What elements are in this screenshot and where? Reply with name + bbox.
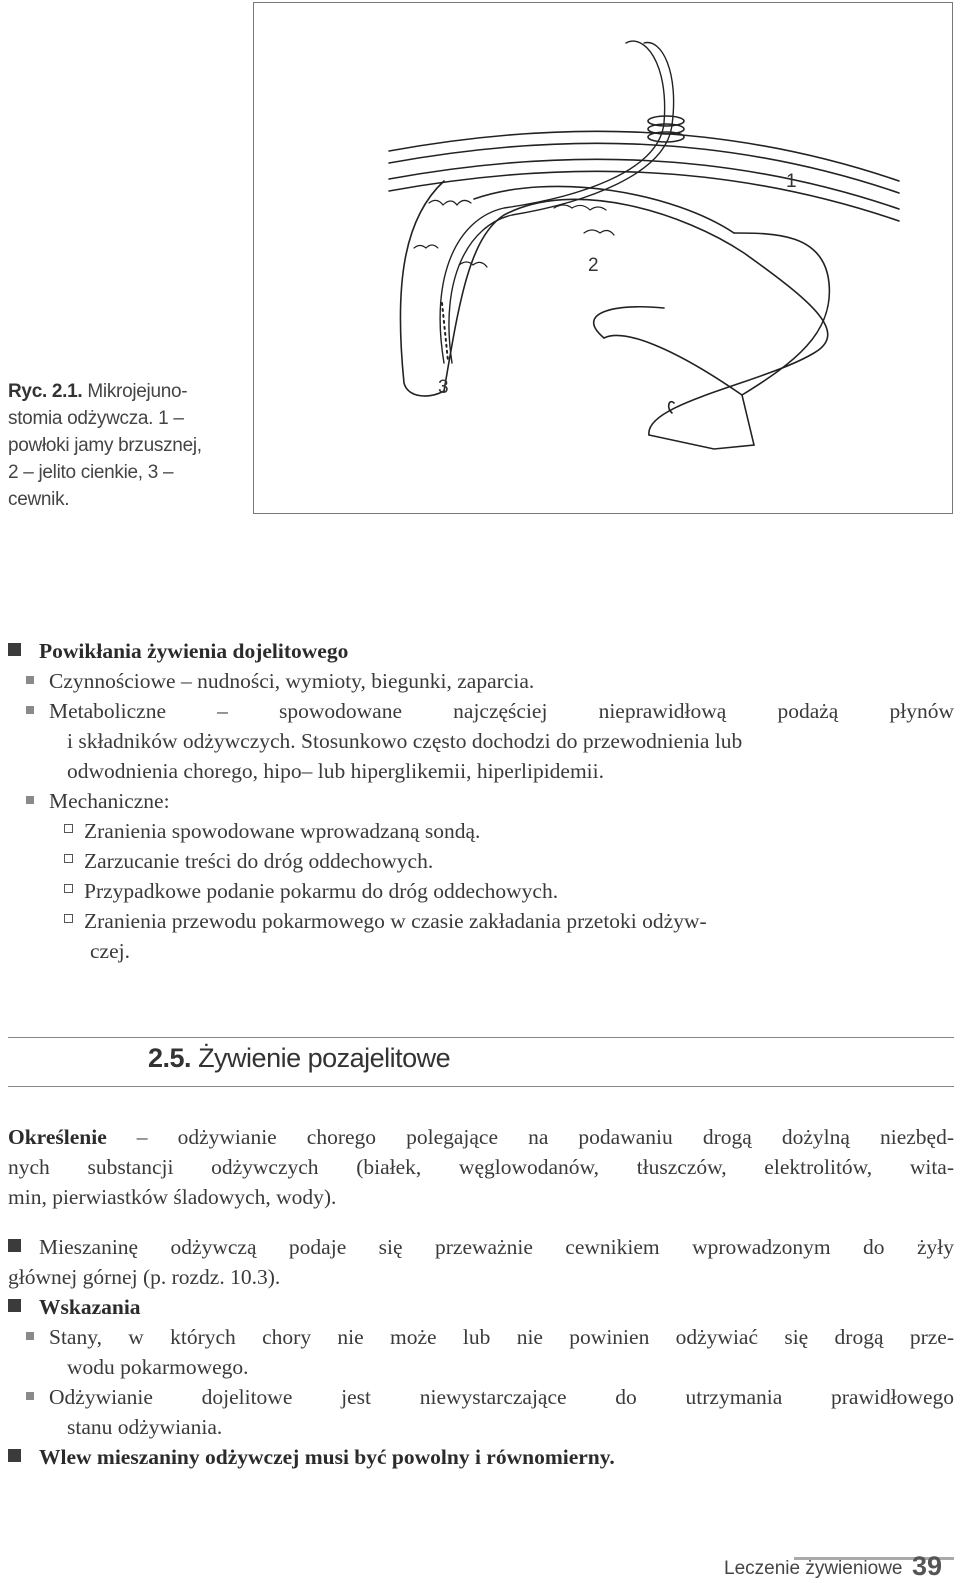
- caption-text: powłoki jamy brzusznej,: [8, 435, 202, 456]
- square-bullet-icon: [8, 1299, 21, 1312]
- figure-frame: [253, 2, 953, 514]
- list-item-continuation: odwodnienia chorego, hipo– lub hiperglikemii, hiperlipidemii.: [67, 759, 605, 783]
- caption-text: 2 – jelito cienkie, 3 –: [8, 462, 174, 483]
- open-square-bullet-icon: [64, 854, 73, 863]
- list-item: Czynnościowe – nudności, wymioty, biegunki, zaparcia.: [8, 666, 954, 696]
- complications-list: [8, 636, 954, 966]
- open-square-bullet-icon: [64, 824, 73, 833]
- square-bullet-icon: [26, 676, 34, 684]
- definition-line: min, pierwiastków śladowych, wody).: [8, 1185, 337, 1209]
- square-bullet-icon: [26, 1332, 34, 1340]
- list-item: [8, 1292, 954, 1322]
- sub-list-item: Zranienia spowodowane wprowadzaną sondą.: [8, 816, 954, 846]
- section-rule-top: [8, 1037, 954, 1038]
- indications-title: Wskazania: [39, 1295, 141, 1319]
- sub-list-item-continuation: czej.: [90, 939, 130, 963]
- mikrojejunostomia-illustration: [254, 3, 954, 515]
- list-item-continuation: i składników odżywczych. Stosunkowo często dochodzi do przewodnienia lub: [67, 729, 743, 753]
- list-item-continuation: stanu odżywiania.: [67, 1415, 223, 1439]
- list-item-continuation: wodu pokarmowego.: [67, 1355, 249, 1379]
- complications-title: Powikłania żywienia dojelitowego: [39, 639, 349, 663]
- square-bullet-icon: [26, 796, 34, 804]
- list-item: [8, 636, 954, 666]
- caption-text: Mikrojejuno-: [87, 381, 188, 402]
- section-heading: [148, 1043, 450, 1074]
- open-square-bullet-icon: [64, 914, 73, 923]
- square-bullet-icon: [26, 1392, 34, 1400]
- sub-list-item: Przypadkowe podanie pokarmu do dróg oddechowych.: [8, 876, 954, 906]
- running-footer: Leczenie żywieniowe: [724, 1558, 903, 1579]
- figure-label-3: 3: [438, 377, 449, 398]
- list-item: Stany, w których chory nie może lub nie powinien odżywiać się drogą prze-: [8, 1322, 954, 1352]
- open-square-bullet-icon: [64, 884, 73, 893]
- caption-text: stomia odżywcza. 1 –: [8, 408, 184, 429]
- list-item: Odżywianie dojelitowe jest niewystarczające do utrzymania prawidłowego: [8, 1382, 954, 1412]
- sub-list-item: Zarzucanie treści do dróg oddechowych.: [8, 846, 954, 876]
- infusion-note: Wlew mieszaniny odżywczej musi być powolny i równomierny.: [39, 1445, 615, 1469]
- section-rule-bottom: [8, 1086, 954, 1087]
- section-number: 2.5.: [148, 1043, 192, 1073]
- list-item-continuation: głównej górnej (p. rozdz. 10.3).: [8, 1265, 281, 1289]
- square-bullet-icon: [8, 643, 21, 656]
- caption-label: Ryc. 2.1.: [8, 381, 83, 402]
- definition-line: Określenie – odżywianie chorego polegające na podawaniu drogą dożylną niezbęd-: [8, 1125, 954, 1149]
- figure-label-2: 2: [588, 255, 599, 276]
- section-title: Żywienie pozajelitowe: [198, 1043, 451, 1073]
- list-item: [8, 1442, 954, 1472]
- definition-term: Określenie: [8, 1125, 107, 1149]
- figure-label-1: 1: [786, 171, 797, 192]
- square-bullet-icon: [8, 1449, 21, 1462]
- square-bullet-icon: [26, 706, 34, 714]
- caption-text: cewnik.: [8, 489, 70, 510]
- page-number: 39: [912, 1551, 943, 1581]
- list-item: Mieszaninę odżywczą podaje się przeważnie cewnikiem wprowadzonym do żyły: [8, 1232, 954, 1262]
- list-item: Mechaniczne:: [8, 786, 954, 816]
- parenteral-section: [8, 1122, 954, 1472]
- definition-line: nych substancji odżywczych (białek, węglowodanów, tłuszczów, elektrolitów, wita-: [8, 1155, 954, 1179]
- sub-list-item: Zranienia przewodu pokarmowego w czasie zakładania przetoki odżyw-: [8, 906, 954, 936]
- square-bullet-icon: [8, 1239, 21, 1252]
- figure-caption: [8, 378, 238, 513]
- list-item: Metaboliczne – spowodowane najczęściej nieprawidłową podażą płynów: [8, 696, 954, 726]
